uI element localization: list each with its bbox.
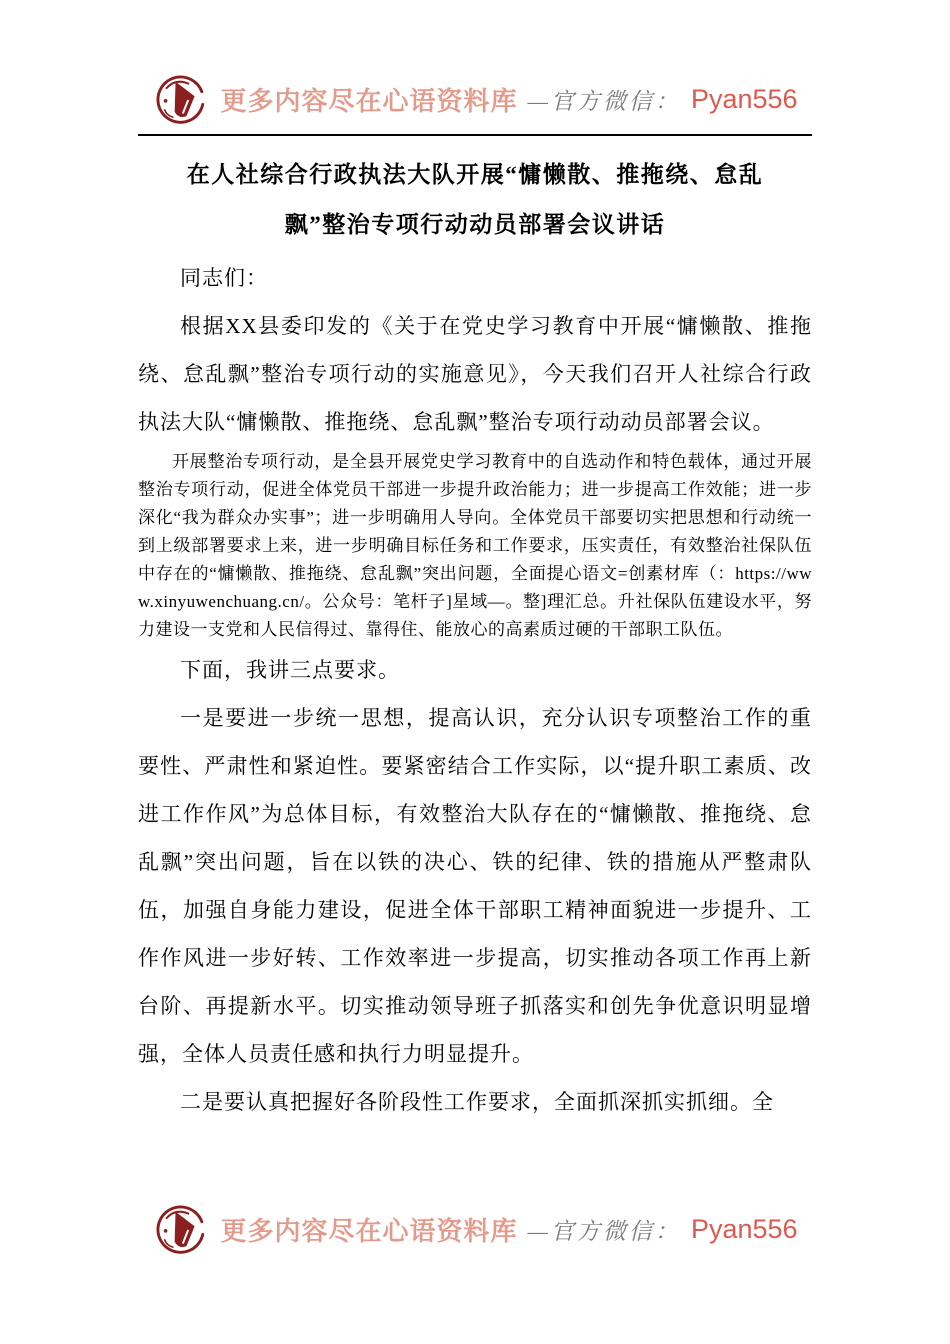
footer-wechat-id: Pyan556	[690, 1213, 798, 1244]
footer-wechat-label: —官方微信：	[527, 1218, 681, 1244]
document-title-line-2: 飘”整治专项行动动员部署会议讲话	[284, 212, 666, 237]
document-title-line-1: 在人社综合行政执法大队开展“慵懒散、推拖绕、怠乱	[186, 162, 764, 187]
footer-brand-text: 更多内容尽在心语资料库	[220, 1216, 518, 1246]
paragraph-background-smallprint: 开展整治专项行动，是全县开展党史学习教育中的自选动作和特色载体，通过开展整治专项行动，促进全体党员干部进一步提升政治能力；进一步提高工作效能；进一步深化“我为群众办实事”；进一步明确用人导向。全体党员干部要切实把思想和行动统一到上级部署要求上来，进一步明确目标任务和工作要求，压实责任，有效整治社保队伍中存在的“慵懒散、推拖绕、怠乱飘”突出问题，全面提心语文=创素材库（：https://www.xinyuwenchuang.cn/。公众号：笔杆子]星域—。整]理汇总。升社保队伍建设水平，努力建设一支党和人民信得过、靠得住、能放心的高素质过硬的干部职工队伍。	[138, 452, 812, 639]
document-title	[138, 150, 812, 250]
page-header	[138, 0, 812, 136]
paragraph-point-two: 二是要认真把握好各阶段性工作要求，全面抓深抓实抓细。全	[180, 1090, 774, 1114]
page-footer	[138, 1200, 812, 1258]
pen-seal-logo-icon	[152, 70, 210, 128]
header-brandbar	[138, 70, 812, 128]
paragraph-salutation: 同志们：	[180, 266, 268, 290]
paragraph-intro: 根据XX县委印发的《关于在党史学习教育中开展“慵懒散、推拖绕、怠乱飘”整治专项行动的实施意见》，今天我们召开人社综合行政执法大队“慵懒散、推拖绕、怠乱飘”整治专项行动动员部署会议。	[138, 314, 812, 434]
paragraph-point-one: 一是要进一步统一思想，提高认识，充分认识专项整治工作的重要性、严肃性和紧迫性。要紧密结合工作实际，以“提升职工素质、改进工作作风”为总体目标，有效整治大队存在的“慵懒散、推拖绕、怠乱飘”突出问题，旨在以铁的决心、铁的纪律、铁的措施从严整肃队伍，加强自身能力建设，促进全体干部职工精神面貌进一步提升、工作作风进一步好转、工作效率进一步提高，切实推动各项工作再上新台阶、再提新水平。切实推动领导班子抓落实和创先争优意识明显增强，全体人员责任感和执行力明显提升。	[138, 706, 812, 1066]
document-body	[138, 150, 812, 1126]
header-brand-text: 更多内容尽在心语资料库	[220, 86, 518, 116]
pen-seal-logo-icon	[152, 1200, 210, 1258]
header-wechat-id: Pyan556	[690, 83, 798, 114]
header-wechat-label: —官方微信：	[527, 88, 681, 114]
paragraph-transition: 下面，我讲三点要求。	[180, 658, 400, 682]
footer-brandbar	[138, 1200, 812, 1258]
